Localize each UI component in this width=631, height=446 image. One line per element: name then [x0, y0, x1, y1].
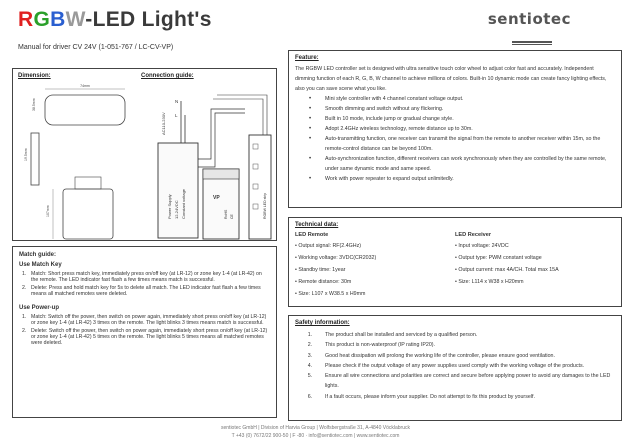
list-number: 3.	[307, 352, 313, 359]
led-chip-3	[253, 184, 258, 189]
list-text: Match: Switch off the power, then switch on power again, immediately short press on/off key (at LR-12) or zone key 1-4 (at LR-42) 3 times on the remote. The light blinks 3 times means match is successful.	[31, 314, 267, 327]
spec-row: • Output signal: RF(2.4GHz)	[295, 243, 362, 249]
title-letter-g: G	[33, 8, 51, 31]
list-item	[19, 271, 270, 284]
diagram-drawing	[13, 69, 278, 242]
receiver-heading: LED Receiver	[455, 232, 492, 238]
spec-row: • Remote distance: 30m	[295, 279, 352, 285]
power-up-list	[19, 314, 270, 346]
title-letter-w: W	[65, 8, 86, 31]
list-item	[295, 114, 615, 124]
list-text: Adopt 2.4GHz wireless technology, remote distance up to 30m.	[325, 126, 473, 132]
list-text: Delete: Switch off the power, then switch on power again, immediately short press on/off key (at LR-12) or zone key 1-4 (at LR-42) 5 times on the remote. The light blinks 5 times means all matched remotes were deleted.	[31, 327, 268, 347]
led-strip	[249, 135, 271, 239]
list-text: Auto-synchronization function, different receivers can work synchronously when they are controlled by the same remote, under same dynamic mode and same speed.	[325, 156, 607, 172]
rgbw-strip-label: RGBW LED strip	[263, 192, 267, 219]
footer-company: sentiotec GmbH | Division of Harvia Group | Wolfsbergstraße 31, A-4840 Vöcklabruck	[221, 425, 410, 431]
feature-panel	[288, 50, 622, 208]
receiver-terminal-block	[203, 169, 239, 179]
spec-row: • Standby time: 1year	[295, 267, 346, 273]
ac-input-label: AC110-230V	[161, 112, 166, 135]
technical-data-title: Technical data:	[295, 222, 339, 228]
safety-title: Safety information:	[295, 320, 350, 326]
list-item	[19, 314, 270, 327]
list-text: This product is non-waterproof (IP rating IP20).	[325, 342, 436, 349]
match-key-list	[19, 271, 270, 297]
list-item	[295, 392, 615, 402]
spec-row: • Input voltage: 24VDC	[455, 243, 509, 249]
list-item	[295, 174, 615, 184]
list-number: 1.	[307, 332, 313, 338]
list-text: Please check if the output voltage of any power supplies used comply with the working voltage of the products.	[325, 362, 585, 369]
list-number: 1.	[22, 314, 27, 321]
manual-subtitle: Manual for driver CV 24V (1-051-767 / LC-CV-VP)	[18, 44, 174, 51]
remote-heading: LED Remote	[295, 232, 329, 238]
list-item	[295, 351, 615, 361]
ce-mark: CE	[230, 214, 234, 219]
led-chip-2	[253, 164, 258, 169]
receiver-specs	[455, 232, 615, 300]
list-text: Built in 10 mode, include jump or gradual change style.	[325, 116, 454, 122]
wire-strip-2	[217, 95, 267, 135]
live-label: L	[175, 113, 178, 118]
diagram-panel	[12, 68, 277, 241]
list-text: Ensure all wire connections and polarities are correct and secure before applying power to avoid any damages to the LED lights.	[325, 373, 611, 390]
spec-row: • Size: L114 x W38 x H20mm	[455, 279, 524, 285]
footer-contact: T +43 (0) 7672/22 900-50 | F -80 · info@sentiotec.com | www.sentiotec.com	[231, 433, 400, 439]
power-supply-unit	[158, 143, 198, 238]
list-item	[295, 361, 615, 371]
receiver-terminal	[75, 177, 101, 189]
remote-outline	[45, 95, 125, 125]
use-power-up-heading: Use Power-up	[19, 305, 60, 312]
list-item	[295, 154, 615, 174]
brand-name: sentiotec	[487, 10, 571, 28]
bullet-icon: •	[308, 116, 312, 122]
technical-data-panel	[288, 217, 622, 307]
vp-label: VP	[213, 195, 220, 201]
feature-intro: The RGBW LED controller set is designed with ultra sensitive touch color wheel to adjust color fast and accurately. Independent dimming function of each R, G, B, W channel to achieve millions of colors. Built-in 10 dynamic mode can create fancy lighting effects, also you can save scene what you like.	[295, 66, 607, 92]
list-item	[295, 371, 615, 392]
bullet-icon: •	[308, 176, 312, 182]
spec-row: • Output current: max 4A/CH. Total max 15A	[455, 267, 559, 273]
feature-title: Feature:	[295, 55, 319, 61]
list-item	[19, 328, 270, 347]
page-title	[18, 8, 212, 32]
receiver-unit	[203, 169, 239, 239]
bullet-icon: •	[308, 136, 312, 142]
bullet-icon: •	[308, 126, 312, 132]
list-number: 6.	[307, 393, 313, 400]
list-text: If a fault occurs, please inform your supplier. Do not attempt to fix this product by yourself.	[325, 393, 535, 400]
list-item	[295, 124, 615, 134]
list-item	[295, 330, 615, 340]
list-item	[295, 340, 615, 350]
title-rest: -LED Light's	[85, 8, 212, 31]
title-letter-r: R	[18, 8, 34, 31]
list-text: Auto-transmitting function, one receiver can transmit the signal from the remote to another receiver within 15m, so the remote-control distance can be beyond 100m.	[325, 136, 601, 152]
match-guide-panel	[12, 246, 277, 418]
dim-top-text: 74mm	[80, 84, 90, 88]
dimension-label: Dimension:	[18, 73, 51, 79]
wire-dc-1	[198, 109, 245, 159]
feature-list	[295, 94, 615, 184]
led-chip-4	[253, 204, 258, 209]
list-item	[295, 94, 615, 104]
spec-row: • Working voltage: 3VDC(CR2032)	[295, 255, 377, 261]
list-number: 2.	[22, 327, 27, 334]
bullet-icon: •	[308, 156, 312, 162]
use-match-key-heading: Use Match Key	[19, 262, 62, 268]
spec-row: • Output type: PWM constant voltage	[455, 255, 542, 261]
spec-row: • Size: L107 x W38.5 x H9mm	[295, 291, 366, 297]
title-letter-b: B	[50, 8, 66, 31]
bullet-icon: •	[308, 96, 312, 102]
list-text: Mini style controller with 4 channel constant voltage output.	[325, 96, 464, 102]
safety-panel	[288, 315, 622, 421]
list-item	[295, 104, 615, 114]
remote-specs	[295, 232, 455, 300]
list-number: 2.	[307, 342, 313, 349]
rohs-mark: RoHS	[224, 209, 228, 219]
dim-width-text: 107mm	[46, 205, 50, 217]
wire-strip-1	[213, 99, 263, 135]
list-number: 4.	[307, 362, 313, 369]
list-text: The product shall be installed and serviced by a qualified person.	[325, 332, 478, 338]
list-number: 2.	[22, 284, 27, 291]
psu-line-1: Power Supply	[167, 194, 172, 219]
list-item	[19, 285, 270, 298]
brand-underline	[512, 41, 552, 43]
connection-label: Connection guide:	[141, 73, 194, 79]
dim-height-text: 19.5mm	[24, 148, 28, 161]
list-text: Delete: Press and hold match key for 5s to delete all match. The LED indicator fast flash a few times means all matched remotes were deleted.	[31, 284, 261, 297]
dim-side-text: 38.5mm	[32, 98, 36, 111]
list-text: Match: Short press match key, immediately press on/off key (at LR-12) or zone key 1-4 (at LR-42) on the remote. The LED indicator fast flash a few times means match is successful.	[31, 271, 262, 284]
led-chip-1	[253, 144, 258, 149]
list-number: 1.	[22, 271, 27, 277]
safety-list	[295, 330, 615, 402]
match-guide-title: Match guide:	[19, 252, 56, 258]
list-text: Work with power repeater to expand output unlimitedly.	[325, 176, 454, 182]
brand-logo	[488, 10, 571, 28]
receiver-top-view	[63, 189, 113, 239]
list-text: Smooth dimming and switch without any flickering.	[325, 106, 444, 112]
psu-line-2: 12-24VDC	[174, 200, 179, 219]
neutral-label: N	[175, 99, 179, 104]
bullet-icon: •	[308, 106, 312, 112]
list-text: Good heat dissipation will prolong the working life of the controller, please ensure good ventilation.	[325, 352, 555, 359]
receiver-side-view	[31, 133, 39, 185]
list-item	[295, 134, 615, 154]
psu-line-3: Constant voltage	[181, 188, 186, 219]
list-number: 5.	[307, 373, 313, 380]
